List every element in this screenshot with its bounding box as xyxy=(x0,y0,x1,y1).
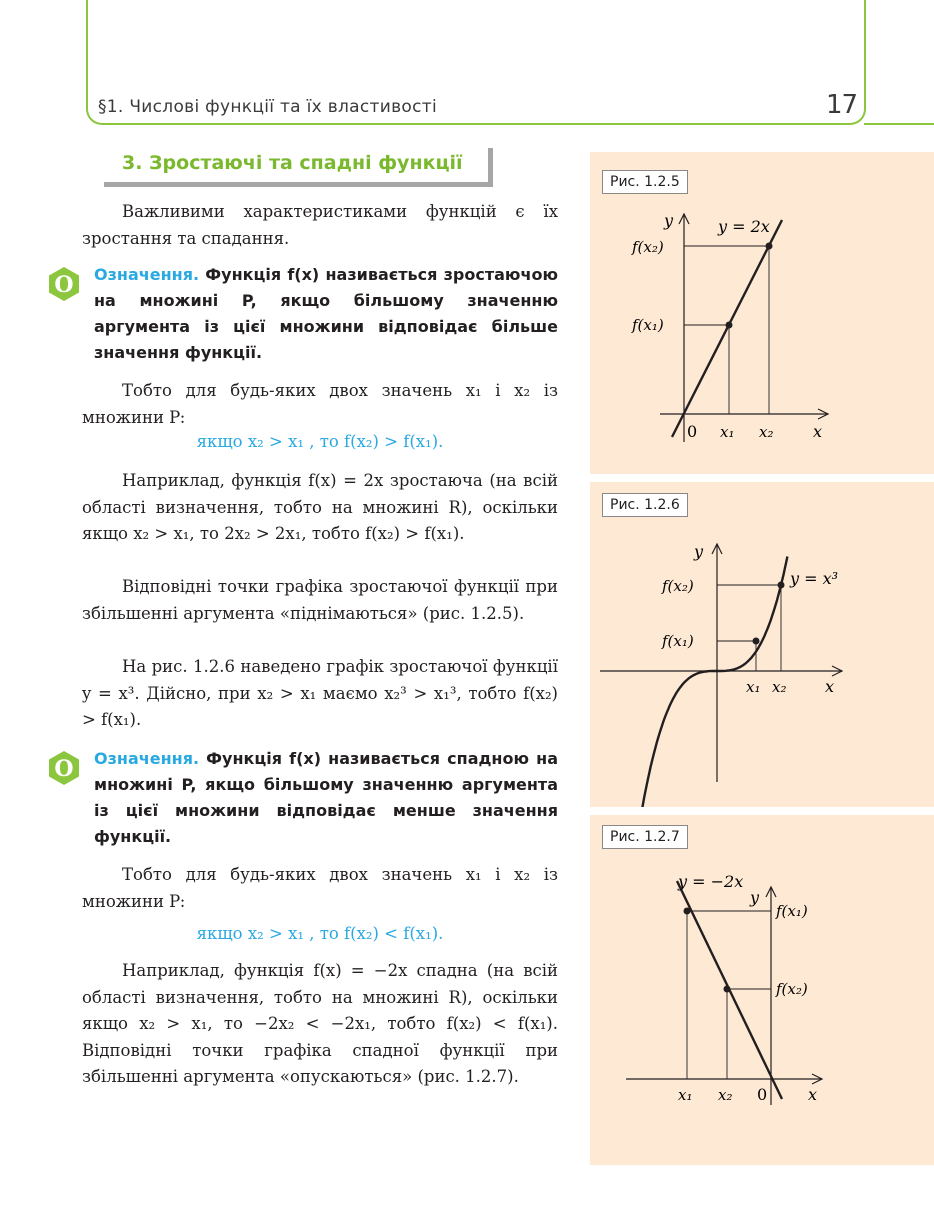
definition-o-icon xyxy=(48,750,80,786)
axis-x-label: x xyxy=(808,1085,818,1104)
fx1-label: f(x₁) xyxy=(662,632,694,650)
increasing-paragraph-3: Відповідні точки графіка зростаючої функції при збільшенні аргумента «піднімаються» (рис. 1.2.5). xyxy=(82,577,558,623)
x2-label: x₂ xyxy=(718,1086,733,1104)
decreasing-paragraph-2: Наприклад, функція f(x) = −2x спадна (на всій області визначення, тобто на множині R), оскільки якщо x₂ > x₁, то −2x₂ < −2x₁, тобто f(x₂) < f(x₁). Відповідні точки графіка спадної функції при збільшенні аргумента «опускаються» (рис. 1.2.7). xyxy=(82,961,558,1086)
section-heading xyxy=(104,148,492,186)
svg-text:O: O xyxy=(54,272,74,298)
decreasing-paragraph-1: Тобто для будь-яких двох значень x₁ і x₂ із множини P: xyxy=(82,865,558,911)
axis-y-label: y xyxy=(750,888,760,907)
page-number: 17 xyxy=(826,90,858,120)
axis-x-label: x xyxy=(813,422,823,441)
decreasing-formula: якщо x₂ > x₁ , то f(x₂) < f(x₁). xyxy=(196,924,444,943)
axis-y-label: y xyxy=(664,211,674,230)
origin-label: 0 xyxy=(757,1085,768,1104)
increasing-paragraph-4: На рис. 1.2.6 наведено графік зростаючої функції y = x³. Дійсно, при x₂ > x₁ маємо x₂³ > x₁³, тобто f(x₂) > f(x₁). xyxy=(82,657,558,729)
definition-keyword: Означення. xyxy=(94,265,200,284)
axis-y-label: y xyxy=(694,542,704,561)
increasing-paragraph-2: Наприклад, функція f(x) = 2x зростаюча (на всій області визначення, тобто на множині R), оскільки якщо x₂ > x₁, то 2x₂ > 2x₁, тобто f(x₂) > f(x₁). xyxy=(82,471,558,543)
definition-keyword: Означення. xyxy=(94,749,200,768)
figure-1-2-7-graph xyxy=(590,815,934,1165)
figure-label: Рис. 1.2.7 xyxy=(602,825,688,849)
x2-label: x₂ xyxy=(772,678,787,696)
figure-label: Рис. 1.2.5 xyxy=(602,170,688,194)
equation-label: y = −2x xyxy=(678,872,744,891)
svg-text:O: O xyxy=(54,756,74,782)
fx1-label: f(x₁) xyxy=(632,316,664,334)
axis-x-label: x xyxy=(825,677,835,696)
frame-line xyxy=(864,123,934,125)
definition-text: Функція f(x) називається зростаючою на множині P, якщо більшому значенню аргумента із цієї множини відповідає більше значення функції. xyxy=(94,265,558,362)
x2-label: x₂ xyxy=(759,423,774,441)
figure-label: Рис. 1.2.6 xyxy=(602,493,688,517)
x1-label: x₁ xyxy=(746,678,761,696)
figure-1-2-6-graph xyxy=(590,482,934,807)
fx2-label: f(x₂) xyxy=(662,577,694,595)
definition-decreasing xyxy=(94,746,558,850)
fx2-label: f(x₂) xyxy=(632,238,664,256)
increasing-formula: якщо x₂ > x₁ , то f(x₂) > f(x₁). xyxy=(196,432,444,451)
origin-label: 0 xyxy=(687,422,698,441)
fx1-label: f(x₁) xyxy=(776,902,808,920)
section-title: 3. Зростаючі та спадні функції xyxy=(122,152,463,174)
increasing-paragraph-1: Тобто для будь-яких двох значень x₁ і x₂ із множини P: xyxy=(82,381,558,427)
equation-label: y = x³ xyxy=(790,569,839,588)
equation-label: y = 2x xyxy=(718,217,770,236)
definition-text: Функція f(x) називається спадною на множині P, якщо більшому значенню аргумента із цієї множини відповідає менше значення функції. xyxy=(94,749,558,846)
intro-paragraph: Важливими характеристиками функцій є їх зростання та спадання. xyxy=(82,202,558,248)
definition-o-icon xyxy=(48,266,80,302)
fx2-label: f(x₂) xyxy=(776,980,808,998)
definition-increasing xyxy=(94,262,558,366)
x1-label: x₁ xyxy=(678,1086,693,1104)
running-header: §1. Числові функції та їх властивості xyxy=(98,97,437,117)
x1-label: x₁ xyxy=(720,423,735,441)
figure-1-2-5-graph xyxy=(590,152,934,474)
